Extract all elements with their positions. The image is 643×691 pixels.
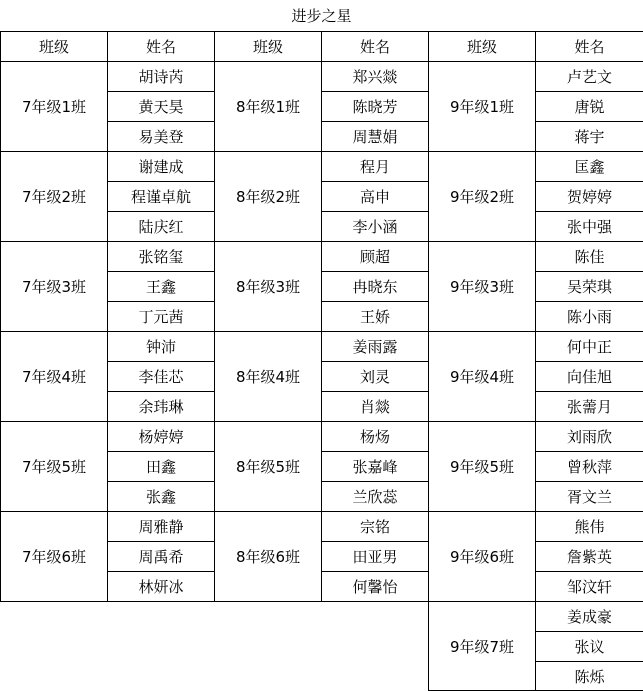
name-cell: 易美登: [107, 121, 215, 152]
class-cell: 8年级5班: [214, 421, 322, 512]
class-cell: 8年级2班: [214, 151, 322, 242]
name-cell: 何馨怡: [321, 571, 429, 602]
name-cell: 田鑫: [107, 451, 215, 482]
name-cell: 卢艺文: [535, 61, 643, 92]
name-cell: 周慧娟: [321, 121, 429, 152]
name-cell: 张鑫: [107, 481, 215, 512]
name-cell: 李小涵: [321, 211, 429, 242]
name-cell: 程谨卓航: [107, 181, 215, 212]
column-header: 姓名: [535, 31, 643, 62]
column-header: 班级: [0, 31, 108, 62]
name-cell: 陈小雨: [535, 301, 643, 332]
name-cell: 郑兴燚: [321, 61, 429, 92]
class-cell: 9年级2班: [428, 151, 536, 242]
class-cell: 7年级4班: [0, 331, 108, 422]
name-cell: 高申: [321, 181, 429, 212]
class-cell: 7年级2班: [0, 151, 108, 242]
name-cell: 周雅静: [107, 511, 215, 542]
name-cell: 胥文兰: [535, 481, 643, 512]
name-cell: 余玮琳: [107, 391, 215, 422]
class-cell: 9年级6班: [428, 511, 536, 602]
name-cell: 向佳旭: [535, 361, 643, 392]
class-cell: 9年级1班: [428, 61, 536, 152]
name-cell: 曾秋萍: [535, 451, 643, 482]
class-cell: 9年级3班: [428, 241, 536, 332]
class-cell: 7年级3班: [0, 241, 108, 332]
class-cell: 9年级4班: [428, 331, 536, 422]
column-header: 班级: [214, 31, 322, 62]
name-cell: 蒋宇: [535, 121, 643, 152]
name-cell: 詹紫英: [535, 541, 643, 572]
name-cell: 冉晓东: [321, 271, 429, 302]
name-cell: 刘雨欣: [535, 421, 643, 452]
name-cell: 王娇: [321, 301, 429, 332]
class-cell: 7年级6班: [0, 511, 108, 602]
name-cell: 吴荣琪: [535, 271, 643, 302]
name-cell: 周禹希: [107, 541, 215, 572]
name-cell: 王鑫: [107, 271, 215, 302]
name-cell: 黄天昊: [107, 91, 215, 122]
name-cell: 张中强: [535, 211, 643, 242]
name-cell: 丁元茜: [107, 301, 215, 332]
name-cell: 陈晓芳: [321, 91, 429, 122]
name-cell: 兰欣蕊: [321, 481, 429, 512]
name-cell: 邹汶轩: [535, 571, 643, 602]
name-cell: 刘灵: [321, 361, 429, 392]
name-cell: 钟沛: [107, 331, 215, 362]
name-cell: 林妍冰: [107, 571, 215, 602]
column-header: 姓名: [107, 31, 215, 62]
class-cell: 9年级5班: [428, 421, 536, 512]
name-cell: 陈烁: [535, 661, 643, 691]
name-cell: 何中正: [535, 331, 643, 362]
name-cell: 程月: [321, 151, 429, 182]
name-cell: 顾超: [321, 241, 429, 272]
name-cell: 杨炀: [321, 421, 429, 452]
name-cell: 张薷月: [535, 391, 643, 422]
class-cell: 7年级1班: [0, 61, 108, 152]
name-cell: 唐锐: [535, 91, 643, 122]
name-cell: 熊伟: [535, 511, 643, 542]
name-cell: 匡鑫: [535, 151, 643, 182]
name-cell: 谢建成: [107, 151, 215, 182]
name-cell: 李佳芯: [107, 361, 215, 392]
name-cell: 肖燚: [321, 391, 429, 422]
name-cell: 贺婷婷: [535, 181, 643, 212]
name-cell: 胡诗芮: [107, 61, 215, 92]
table-title: 进步之星: [291, 7, 352, 25]
name-cell: 宗铭: [321, 511, 429, 542]
name-cell: 姜雨露: [321, 331, 429, 362]
name-cell: 陈佳: [535, 241, 643, 272]
name-cell: 陆庆红: [107, 211, 215, 242]
class-cell: 8年级3班: [214, 241, 322, 332]
name-cell: 张嘉峰: [321, 451, 429, 482]
class-cell: 8年级4班: [214, 331, 322, 422]
name-cell: 田亚男: [321, 541, 429, 572]
class-cell: 7年级5班: [0, 421, 108, 512]
name-cell: 杨婷婷: [107, 421, 215, 452]
name-cell: 姜成豪: [535, 601, 643, 632]
name-cell: 张铭玺: [107, 241, 215, 272]
column-header: 姓名: [321, 31, 429, 62]
class-cell: 8年级1班: [214, 61, 322, 152]
class-cell: 8年级6班: [214, 511, 322, 602]
name-cell: 张议: [535, 631, 643, 662]
column-header: 班级: [428, 31, 536, 62]
class-cell: 9年级7班: [428, 601, 536, 691]
